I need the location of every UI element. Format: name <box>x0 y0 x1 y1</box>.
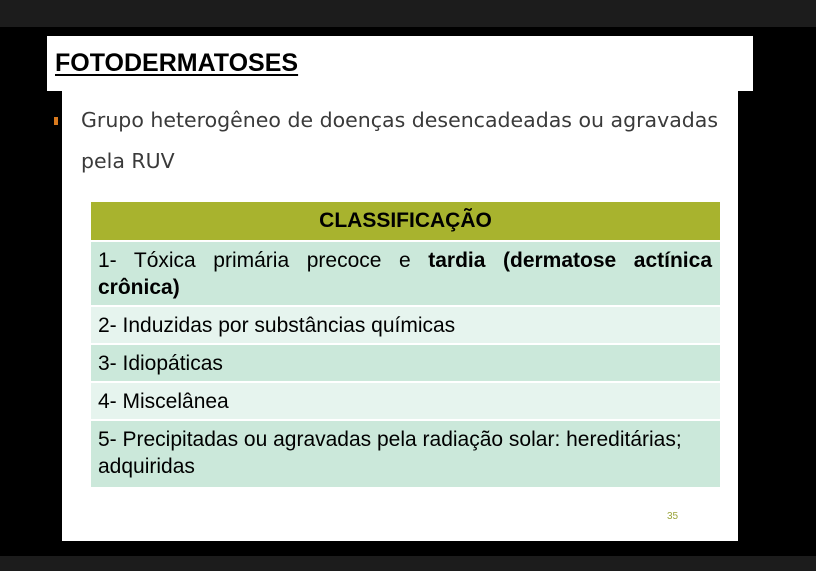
table-cell: 3- Idiopáticas <box>91 344 720 382</box>
table-row <box>91 420 720 488</box>
row-text: 1- Tóxica primária precoce e <box>98 249 429 272</box>
slide-title: FOTODERMATOSES <box>55 49 299 77</box>
classification-table <box>91 202 720 489</box>
table-cell: 5- Precipitadas ou agravadas pela radiação solar: hereditárias; adquiridas <box>91 420 720 488</box>
table-row <box>91 241 720 306</box>
table-cell: 4- Miscelânea <box>91 382 720 420</box>
top-bar <box>0 0 816 27</box>
table-cell <box>91 241 720 306</box>
table-row <box>91 382 720 420</box>
bullet-text: Grupo heterogêneo de doenças desencadeadas ou agravadas pela RUV <box>81 108 719 173</box>
table-row <box>91 306 720 344</box>
table-header: CLASSIFICAÇÃO <box>91 202 720 241</box>
table-cell: 2- Induzidas por substâncias químicas <box>91 306 720 344</box>
page-number: 35 <box>667 511 679 522</box>
row-text-bold: tardia (dermatose actínica crônica) <box>98 249 712 299</box>
title-box <box>47 36 753 91</box>
table-row <box>91 344 720 382</box>
table-header-row <box>91 202 720 241</box>
bullet-marker <box>54 117 58 125</box>
bottom-bar <box>0 556 816 571</box>
